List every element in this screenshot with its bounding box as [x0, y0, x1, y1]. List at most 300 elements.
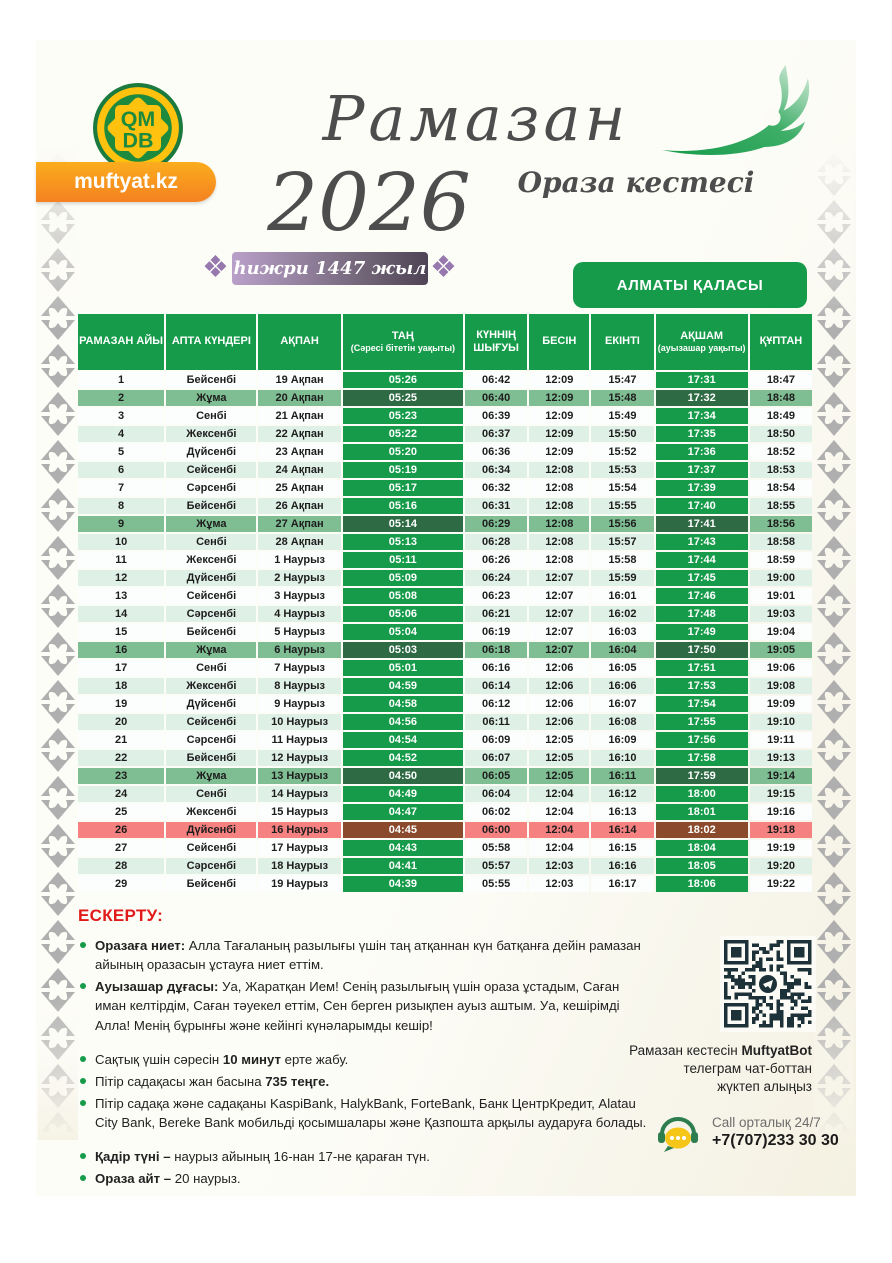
cell: 9 — [78, 516, 164, 532]
cell: 15:49 — [591, 408, 653, 424]
cell: 05:25 — [343, 390, 463, 406]
cell: 19:20 — [750, 858, 812, 874]
cell: 19:00 — [750, 570, 812, 586]
cell: 10 — [78, 534, 164, 550]
cell: Сенбі — [166, 660, 256, 676]
cell: 12:07 — [529, 570, 589, 586]
cell: Сейсенбі — [166, 714, 256, 730]
notes-group-dates — [78, 1147, 650, 1188]
cell: 17:58 — [656, 750, 748, 766]
cell: 05:55 — [465, 876, 527, 892]
cell: 06:42 — [465, 372, 527, 388]
cell: 19:09 — [750, 696, 812, 712]
cell: 16:17 — [591, 876, 653, 892]
cell: 17:40 — [656, 498, 748, 514]
cell: 16:12 — [591, 786, 653, 802]
table-row — [78, 606, 812, 622]
column-header: КҮННІҢ ШЫҒУЫ — [465, 314, 527, 370]
cell: 04:47 — [343, 804, 463, 820]
cell: 19:10 — [750, 714, 812, 730]
table-row — [78, 408, 812, 424]
cell: 18 — [78, 678, 164, 694]
cell: 17:45 — [656, 570, 748, 586]
cell: 17:56 — [656, 732, 748, 748]
column-header: ТАҢ (Сәресі бітетін уақыты) — [343, 314, 463, 370]
cell: 15:57 — [591, 534, 653, 550]
cell: 25 Ақпан — [258, 480, 340, 496]
cell: 16:14 — [591, 822, 653, 838]
cell: 06:12 — [465, 696, 527, 712]
table-row — [78, 732, 812, 748]
cell: Сенбі — [166, 534, 256, 550]
cell: 7 — [78, 480, 164, 496]
cell: 16:05 — [591, 660, 653, 676]
qr-caption-line: жүктеп алыңыз — [717, 1079, 812, 1095]
cell: 04:56 — [343, 714, 463, 730]
cell: 17:31 — [656, 372, 748, 388]
cell: Сәрсенбі — [166, 606, 256, 622]
table-row — [78, 876, 812, 892]
cell: 05:08 — [343, 588, 463, 604]
call-center-label: Call орталық 24/7 — [712, 1114, 821, 1130]
cell: 18:55 — [750, 498, 812, 514]
cell: 05:19 — [343, 462, 463, 478]
note-item: Пітір садақасы жан басына 735 теңге. — [78, 1072, 650, 1091]
cell: Сәрсенбі — [166, 858, 256, 874]
cell: 15:55 — [591, 498, 653, 514]
poster-year: 2026 — [267, 156, 471, 249]
city-button[interactable]: АЛМАТЫ ҚАЛАСЫ — [573, 262, 807, 308]
cell: 1 Наурыз — [258, 552, 340, 568]
table-row — [78, 516, 812, 532]
cell: 17:39 — [656, 480, 748, 496]
table-row — [78, 858, 812, 874]
table-row — [78, 642, 812, 658]
cell: 06:09 — [465, 732, 527, 748]
cell: 12:09 — [529, 426, 589, 442]
cell: 16:07 — [591, 696, 653, 712]
cell: Жұма — [166, 768, 256, 784]
cell: 04:59 — [343, 678, 463, 694]
cell: 18:00 — [656, 786, 748, 802]
cell: 22 Ақпан — [258, 426, 340, 442]
cell: 9 Наурыз — [258, 696, 340, 712]
column-header: БЕСІН — [529, 314, 589, 370]
cell: 12:03 — [529, 876, 589, 892]
cell: 8 Наурыз — [258, 678, 340, 694]
cell: 16:02 — [591, 606, 653, 622]
cell: Жұма — [166, 642, 256, 658]
call-center-icon — [654, 1108, 702, 1156]
cell: 12:05 — [529, 732, 589, 748]
table-row — [78, 696, 812, 712]
cell: 4 Наурыз — [258, 606, 340, 622]
cell: 19 Наурыз — [258, 876, 340, 892]
cell: 18 Наурыз — [258, 858, 340, 874]
ramadan-schedule-table — [76, 312, 814, 894]
cell: 19:01 — [750, 588, 812, 604]
cell: 05:01 — [343, 660, 463, 676]
note-item: Қадір түні – наурыз айының 16-нан 17-не қараған түн. — [78, 1147, 650, 1166]
cell: 12:08 — [529, 552, 589, 568]
cell: 19:06 — [750, 660, 812, 676]
cell: 19:15 — [750, 786, 812, 802]
cell: 18:06 — [656, 876, 748, 892]
cell: 05:03 — [343, 642, 463, 658]
cell: 23 Ақпан — [258, 444, 340, 460]
cell: 04:52 — [343, 750, 463, 766]
column-header: АҚШАМ (ауызашар уақыты) — [656, 314, 748, 370]
cell: 3 Наурыз — [258, 588, 340, 604]
cell: Сейсенбі — [166, 588, 256, 604]
cell: 04:49 — [343, 786, 463, 802]
cell: 12:04 — [529, 804, 589, 820]
cell: 18:53 — [750, 462, 812, 478]
telegram-bot-qr-code[interactable] — [720, 936, 816, 1032]
cell: 16:04 — [591, 642, 653, 658]
cell: 20 Ақпан — [258, 390, 340, 406]
cell: 04:39 — [343, 876, 463, 892]
cell: 17:43 — [656, 534, 748, 550]
cell: Дүйсенбі — [166, 696, 256, 712]
cell: 19:22 — [750, 876, 812, 892]
cell: Бейсенбі — [166, 372, 256, 388]
cell: Жұма — [166, 516, 256, 532]
cell: 12:06 — [529, 696, 589, 712]
cell: Бейсенбі — [166, 750, 256, 766]
cell: 12:06 — [529, 660, 589, 676]
cell: 17:48 — [656, 606, 748, 622]
cell: 04:45 — [343, 822, 463, 838]
table-row — [78, 840, 812, 856]
table-row — [78, 714, 812, 730]
cell: Бейсенбі — [166, 498, 256, 514]
table-row — [78, 750, 812, 766]
cell: 15:52 — [591, 444, 653, 460]
note-item: Оразаға ниет: Алла Тағаланың разылығы үшін таң атқаннан күн батқанға дейін рамазан айының оразасын ұстауға ниет еттім. — [78, 936, 650, 974]
cell: 18:48 — [750, 390, 812, 406]
qr-caption-line: телеграм чат-боттан — [683, 1061, 812, 1077]
cell: 06:29 — [465, 516, 527, 532]
cell: 18:56 — [750, 516, 812, 532]
cell: 06:21 — [465, 606, 527, 622]
cell: 17:50 — [656, 642, 748, 658]
cell: 06:04 — [465, 786, 527, 802]
cell: 06:24 — [465, 570, 527, 586]
table-row — [78, 390, 812, 406]
ornament-finial-icon: ❖ — [202, 251, 229, 284]
cell: 19:19 — [750, 840, 812, 856]
cell: 05:22 — [343, 426, 463, 442]
cell: 06:05 — [465, 768, 527, 784]
qr-caption-line: Рамазан кестесін MuftyatBot — [629, 1043, 812, 1058]
cell: 12:07 — [529, 606, 589, 622]
note-item: Ораза айт – 20 наурыз. — [78, 1169, 650, 1188]
cell: 05:17 — [343, 480, 463, 496]
cell: 05:26 — [343, 372, 463, 388]
cell: 19:05 — [750, 642, 812, 658]
cell: Сейсенбі — [166, 462, 256, 478]
cell: 23 — [78, 768, 164, 784]
cell: 05:06 — [343, 606, 463, 622]
cell: 17:37 — [656, 462, 748, 478]
cell: 05:14 — [343, 516, 463, 532]
cell: 22 — [78, 750, 164, 766]
cell: 2 — [78, 390, 164, 406]
cell: 19:04 — [750, 624, 812, 640]
cell: 06:19 — [465, 624, 527, 640]
cell: 17:32 — [656, 390, 748, 406]
notes-group-fitr — [78, 1050, 650, 1133]
cell: 12:08 — [529, 534, 589, 550]
cell: Сенбі — [166, 786, 256, 802]
cell: 06:37 — [465, 426, 527, 442]
cell: 06:28 — [465, 534, 527, 550]
cell: 06:11 — [465, 714, 527, 730]
table-row — [78, 570, 812, 586]
cell: 29 — [78, 876, 164, 892]
cell: 16:01 — [591, 588, 653, 604]
cell: 20 — [78, 714, 164, 730]
poster-card — [36, 40, 856, 1196]
svg-text:DB: DB — [122, 128, 154, 153]
cell: 17:35 — [656, 426, 748, 442]
kazakh-ornament-border-left — [38, 150, 78, 1140]
table-row — [78, 768, 812, 784]
cell: 13 Наурыз — [258, 768, 340, 784]
poster-subtitle: Ораза кестесі — [517, 166, 755, 199]
cell: 12:05 — [529, 768, 589, 784]
cell: 14 Наурыз — [258, 786, 340, 802]
cell: 17:46 — [656, 588, 748, 604]
cell: 28 — [78, 858, 164, 874]
cell: 12 Наурыз — [258, 750, 340, 766]
cell: Жексенбі — [166, 552, 256, 568]
cell: 18:05 — [656, 858, 748, 874]
cell: 28 Ақпан — [258, 534, 340, 550]
cell: 17:53 — [656, 678, 748, 694]
cell: 16:15 — [591, 840, 653, 856]
ornament-finial-icon: ❖ — [430, 251, 457, 284]
qmdb-logo-icon — [92, 82, 184, 174]
table-row — [78, 822, 812, 838]
table-row — [78, 444, 812, 460]
qr-caption — [582, 1042, 812, 1097]
cell: 19:03 — [750, 606, 812, 622]
cell: 17 — [78, 660, 164, 676]
column-header: ҚҰПТАН — [750, 314, 812, 370]
table-row — [78, 678, 812, 694]
cell: 5 — [78, 444, 164, 460]
call-center-phone[interactable]: +7(707)233 30 30 — [712, 1131, 839, 1149]
cell: 27 — [78, 840, 164, 856]
table-row — [78, 588, 812, 604]
cell: 18:52 — [750, 444, 812, 460]
cell: 16 — [78, 642, 164, 658]
cell: 12:08 — [529, 498, 589, 514]
column-header: РАМАЗАН АЙЫ — [78, 314, 164, 370]
table-row — [78, 462, 812, 478]
table-row — [78, 480, 812, 496]
cell: 17:51 — [656, 660, 748, 676]
cell: 13 — [78, 588, 164, 604]
cell: 12:07 — [529, 588, 589, 604]
cell: 12:08 — [529, 480, 589, 496]
cell: 06:34 — [465, 462, 527, 478]
cell: 15:58 — [591, 552, 653, 568]
cell: 16:16 — [591, 858, 653, 874]
notes-heading: ЕСКЕРТУ: — [78, 906, 164, 925]
cell: 06:36 — [465, 444, 527, 460]
cell: 16:13 — [591, 804, 653, 820]
cell: 24 Ақпан — [258, 462, 340, 478]
cell: 06:18 — [465, 642, 527, 658]
cell: 12 — [78, 570, 164, 586]
cell: 19:18 — [750, 822, 812, 838]
cell: 05:23 — [343, 408, 463, 424]
cell: 16:08 — [591, 714, 653, 730]
table-row — [78, 426, 812, 442]
cell: Жексенбі — [166, 678, 256, 694]
cell: 12:08 — [529, 462, 589, 478]
cell: 24 — [78, 786, 164, 802]
table-row — [78, 660, 812, 676]
cell: 04:58 — [343, 696, 463, 712]
cell: 14 — [78, 606, 164, 622]
cell: 15:53 — [591, 462, 653, 478]
cell: 12:06 — [529, 714, 589, 730]
cell: 06:26 — [465, 552, 527, 568]
svg-text:QM: QM — [120, 106, 156, 131]
cell: 15:59 — [591, 570, 653, 586]
cell: 18:49 — [750, 408, 812, 424]
cell: 05:20 — [343, 444, 463, 460]
cell: 19:14 — [750, 768, 812, 784]
table-row — [78, 498, 812, 514]
cell: 15 — [78, 624, 164, 640]
kazakh-ornament-border-right — [814, 150, 854, 1140]
cell: 18:58 — [750, 534, 812, 550]
cell: Бейсенбі — [166, 624, 256, 640]
cell: 18:47 — [750, 372, 812, 388]
cell: 21 Ақпан — [258, 408, 340, 424]
cell: 05:16 — [343, 498, 463, 514]
cell: 27 Ақпан — [258, 516, 340, 532]
cell: 1 — [78, 372, 164, 388]
muftyat-site-badge[interactable]: muftyat.kz — [36, 162, 216, 202]
cell: 12:09 — [529, 372, 589, 388]
cell: Бейсенбі — [166, 876, 256, 892]
cell: 06:16 — [465, 660, 527, 676]
cell: Жұма — [166, 390, 256, 406]
cell: 17:54 — [656, 696, 748, 712]
cell: 6 Наурыз — [258, 642, 340, 658]
poster-title: Рамазан — [322, 82, 630, 155]
cell: 19:08 — [750, 678, 812, 694]
cell: 8 — [78, 498, 164, 514]
note-item: Сақтық үшін сәресін 10 минут ерте жабу. — [78, 1050, 650, 1069]
cell: 17 Наурыз — [258, 840, 340, 856]
cell: 06:39 — [465, 408, 527, 424]
cell: 12:09 — [529, 444, 589, 460]
cell: 17:49 — [656, 624, 748, 640]
cell: 4 — [78, 426, 164, 442]
cell: 16:03 — [591, 624, 653, 640]
cell: 06:23 — [465, 588, 527, 604]
cell: 17:41 — [656, 516, 748, 532]
cell: 15:47 — [591, 372, 653, 388]
cell: 12:07 — [529, 624, 589, 640]
cell: 15 Наурыз — [258, 804, 340, 820]
cell: 18:02 — [656, 822, 748, 838]
cell: Жексенбі — [166, 804, 256, 820]
cell: 7 Наурыз — [258, 660, 340, 676]
cell: 16:11 — [591, 768, 653, 784]
cell: 04:54 — [343, 732, 463, 748]
cell: 15:56 — [591, 516, 653, 532]
cell: 6 — [78, 462, 164, 478]
cell: 06:40 — [465, 390, 527, 406]
cell: 16:10 — [591, 750, 653, 766]
cell: 19:13 — [750, 750, 812, 766]
hijri-year-banner: һижри 1447 жыл — [232, 252, 428, 285]
notes-group-intentions — [78, 936, 650, 1035]
cell: 15:48 — [591, 390, 653, 406]
cell: Дүйсенбі — [166, 822, 256, 838]
cell: 06:32 — [465, 480, 527, 496]
cell: 2 Наурыз — [258, 570, 340, 586]
table-header-row — [78, 314, 812, 370]
cell: 3 — [78, 408, 164, 424]
cell: Сейсенбі — [166, 840, 256, 856]
cell: 26 — [78, 822, 164, 838]
cell: 06:00 — [465, 822, 527, 838]
cell: 15:50 — [591, 426, 653, 442]
cell: 12:04 — [529, 840, 589, 856]
cell: 12:04 — [529, 822, 589, 838]
cell: 12:03 — [529, 858, 589, 874]
notes-section — [78, 906, 650, 1204]
table-row — [78, 624, 812, 640]
table-row — [78, 552, 812, 568]
cell: 12:06 — [529, 678, 589, 694]
table-row — [78, 372, 812, 388]
cell: 17:44 — [656, 552, 748, 568]
column-header: ЕКІНТІ — [591, 314, 653, 370]
cell: Сенбі — [166, 408, 256, 424]
cell: 16:06 — [591, 678, 653, 694]
table-row — [78, 804, 812, 820]
cell: Дүйсенбі — [166, 570, 256, 586]
cell: 18:50 — [750, 426, 812, 442]
cell: 19 Ақпан — [258, 372, 340, 388]
cell: 25 — [78, 804, 164, 820]
cell: 05:57 — [465, 858, 527, 874]
cell: 04:50 — [343, 768, 463, 784]
cell: 15:54 — [591, 480, 653, 496]
cell: 17:59 — [656, 768, 748, 784]
table-row — [78, 534, 812, 550]
cell: 11 — [78, 552, 164, 568]
cell: Сәрсенбі — [166, 732, 256, 748]
cell: 26 Ақпан — [258, 498, 340, 514]
cell: Дүйсенбі — [166, 444, 256, 460]
table-row — [78, 786, 812, 802]
cell: 06:31 — [465, 498, 527, 514]
cell: 21 — [78, 732, 164, 748]
cell: 16 Наурыз — [258, 822, 340, 838]
cell: 05:04 — [343, 624, 463, 640]
